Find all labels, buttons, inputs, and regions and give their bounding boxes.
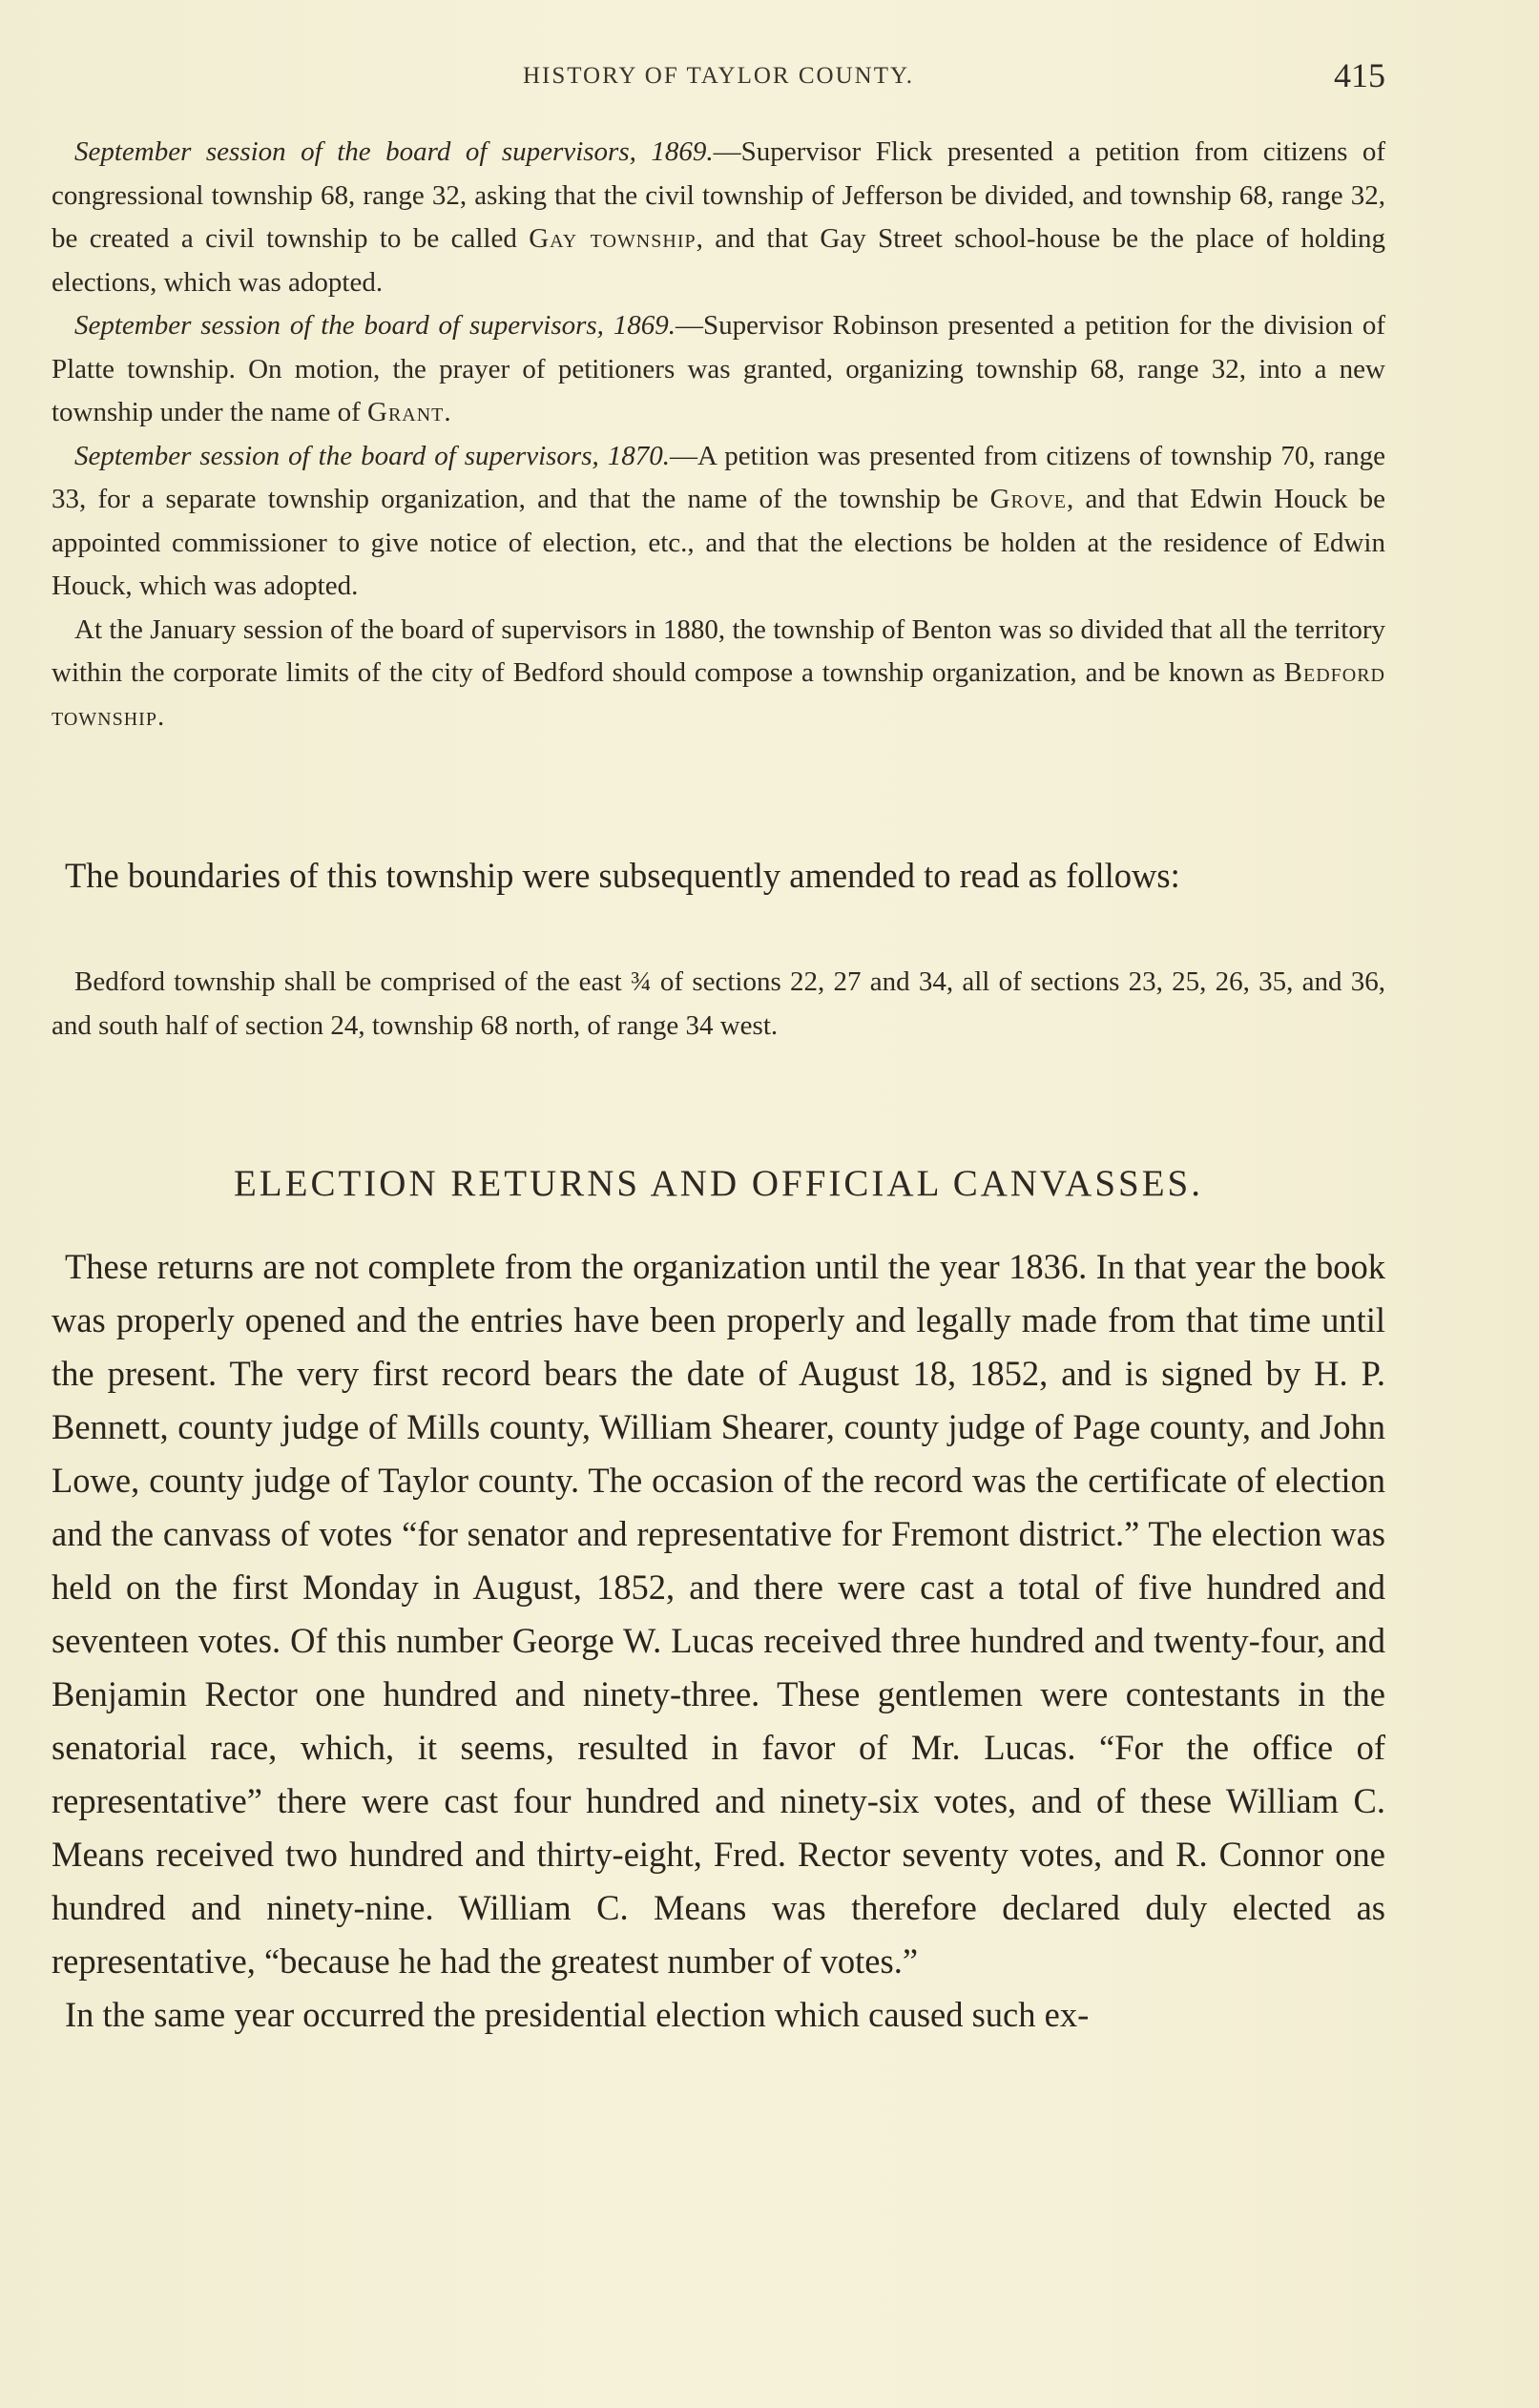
township-name: Gay township: [529, 223, 697, 254]
session-heading: September session of the board of supervisors, 1870.: [74, 440, 670, 471]
boundaries-quote: [52, 961, 1385, 1048]
paragraph-grant-township: September session of the board of supervisors, 1869.—Supervisor Robinson presented a petition for the division of Platte township. On motion, the prayer of petitioners was granted, organizing township 68, range 32, into a new township under the name of Grant.: [52, 310, 1385, 427]
township-name: Bedford township: [52, 657, 1385, 732]
page-number: 415: [1334, 56, 1385, 94]
page-header: [52, 55, 1385, 103]
township-records-block: [52, 131, 1385, 738]
paragraph-election-returns: These returns are not complete from the organization until the year 1836. In that year the book was properly opened and the entries have been properly and legally made from that time until the present. The very first record bears the date of August 18, 1852, and is signed by H. P. Bennett, county judge of Mills county, William Shearer, county judge of Page county, and John Lowe, county judge of Taylor county. The occasion of the record was the certificate of election and the canvass of votes “for senator and representative for Fremont district.” The election was held on the first Monday in August, 1852, and there were cast a total of five hundred and seventeen votes. Of this number George W. Lucas received three hundred and twenty-four, and Benjamin Rector one hundred and ninety-three. These gentlemen were contestants in the senatorial race, which, it seems, resulted in favor of Mr. Lucas. “For the office of representative” there were cast four hundred and ninety-six votes, and of these William C. Means received two hundred and thirty-eight, Fred. Rector seventy votes, and R. Connor one hundred and ninety-nine. William C. Means was therefore declared duly elected as representative, “because he had the greatest number of votes.”: [52, 1247, 1385, 1981]
running-head: HISTORY OF TAYLOR COUNTY.: [522, 63, 915, 89]
session-heading: September session of the board of supervisors, 1869.: [74, 136, 714, 167]
paragraph-bedford-township: At the January session of the board of supervisors in 1880, the township of Benton was so divided that all the territory within the corporate limits of the city of Bedford should compose a township organization, and be known as Bedford township.: [52, 613, 1385, 732]
paragraph-boundaries-text: Bedford township shall be comprised of the east ¾ of sections 22, 27 and 34, all of sections 23, 25, 26, 35, and 36, and south half of section 24, township 68 north, of range 34 west.: [52, 966, 1385, 1041]
election-returns-block: [52, 1240, 1385, 2042]
paragraph-boundaries: The boundaries of this township were subsequently amended to read as follows:: [65, 856, 1180, 895]
section-heading: ELECTION RETURNS AND OFFICIAL CANVASSES.: [233, 1163, 1203, 1204]
township-name: Grant: [367, 397, 445, 427]
paragraph-gay-township: September session of the board of supervisors, 1869.—Supervisor Flick presented a petition from citizens of congressional township 68, range 32, asking that the civil township of Jefferson be divided, and township 68, range 32, be created a civil township to be called Gay township, and that Gay Street school-house be the place of holding elections, which was adopted.: [52, 136, 1385, 298]
township-name: Grove: [989, 484, 1067, 514]
paragraph-presidential-election: In the same year occurred the presidential election which caused such ex-: [65, 1995, 1090, 2034]
paragraph-grove-township: September session of the board of supervisors, 1870.—A petition was presented from citizens of township 70, range 33, for a separate township organization, and that the name of the township be Grove, and that Edwin Houck be appointed commissioner to give notice of election, etc., and that the elections be holden at the residence of Edwin Houck, which was adopted.: [52, 440, 1385, 601]
session-heading: September session of the board of supervisors, 1869.: [74, 310, 676, 341]
boundaries-intro: [52, 849, 1385, 903]
